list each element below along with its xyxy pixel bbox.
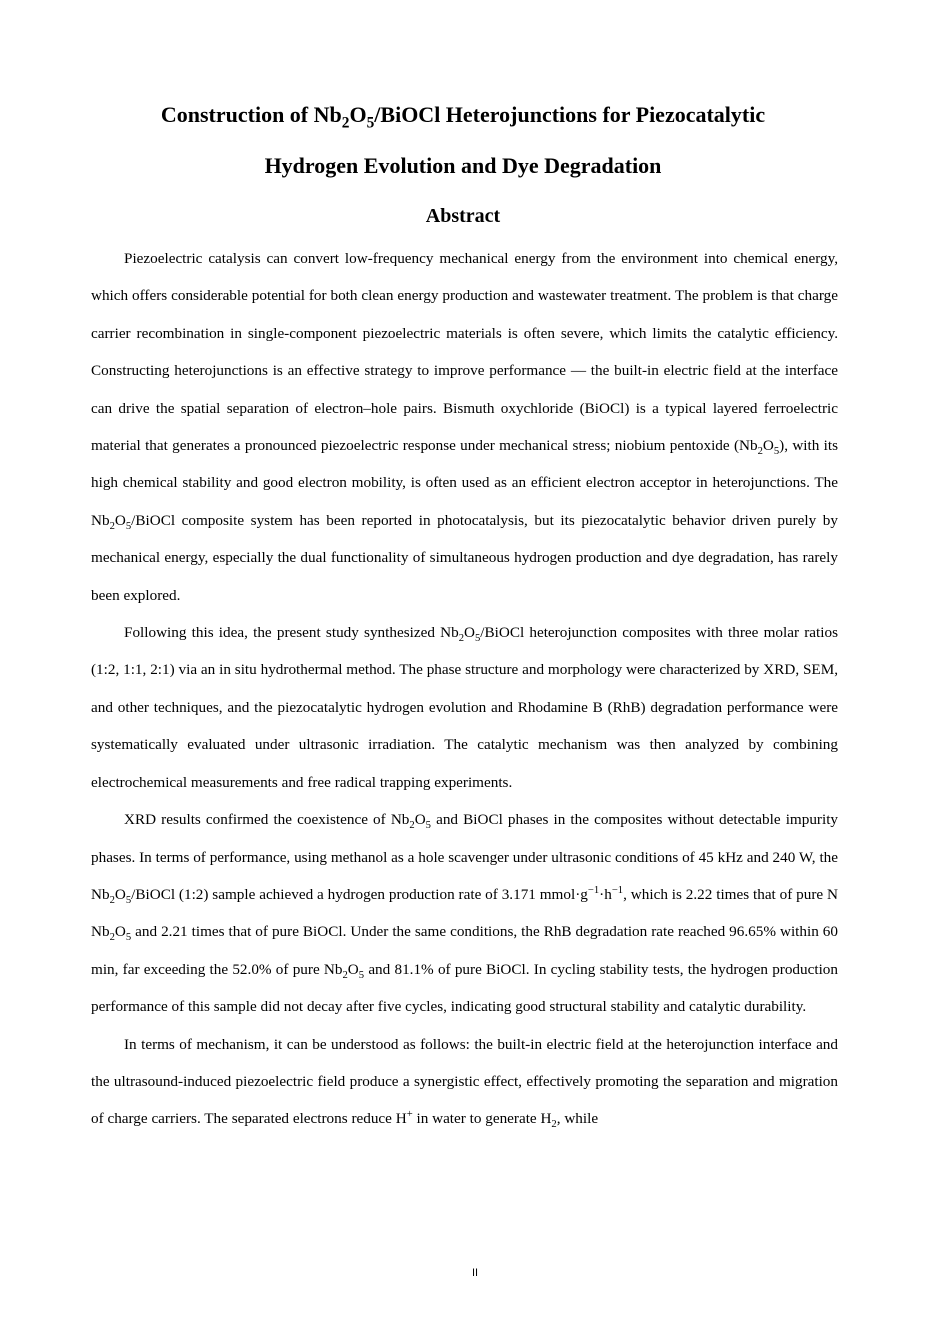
paragraph-text: Following this idea, the present study synthesized Nb bbox=[124, 624, 459, 642]
paragraph-text: O bbox=[114, 885, 126, 903]
paragraph-text: /BiOCl heterojunction composites with three molar ratios (1:2, 1:1, 2:1) via an in situ hydrothermal method. The phase structure and morphology were characterized by XRD, SEM, and other techniques, and the piezocatalytic hydrogen evolution and Rhodamine B (RhB) degradation performance were systematically evaluated under ultrasonic irradiation. The catalytic mechanism was then analyzed by combining electrochemical measurements and free radical trapping experiments. bbox=[91, 624, 838, 791]
subscript: 2 bbox=[409, 820, 415, 832]
subscript: 2 bbox=[109, 894, 115, 906]
title-text: Construction of Nb bbox=[160, 102, 342, 127]
title-text: O bbox=[349, 102, 367, 127]
subscript: 2 bbox=[109, 520, 115, 532]
abstract-body bbox=[91, 240, 838, 1138]
superscript: + bbox=[406, 1109, 413, 1121]
paragraph-text: in water to generate H bbox=[412, 1110, 552, 1128]
abstract-heading: Abstract bbox=[425, 205, 501, 227]
subscript: 2 bbox=[757, 446, 763, 458]
paper-title-line-2: Hydrogen Evolution and Dye Degradation bbox=[264, 153, 662, 178]
paragraph-text: /BiOCl composite system has been reported in photocatalysis, but its piezocatalytic behavior driven purely by mechanical energy, especially the dual functionality of simultaneous hydrogen production and dye degradation, has rarely been explored. bbox=[91, 511, 838, 604]
subscript: 2 bbox=[109, 932, 115, 944]
page-number: II bbox=[471, 1267, 479, 1279]
subscript: 5 bbox=[125, 520, 132, 532]
paragraph-text: O bbox=[762, 437, 774, 455]
paragraph-text: O bbox=[464, 624, 475, 642]
abstract-paragraph-1 bbox=[91, 240, 838, 614]
paragraph-text: /BiOCl (1:2) sample achieved a hydrogen production rate of 3.171 mmol·g bbox=[131, 885, 588, 903]
paragraph-text: O bbox=[347, 960, 359, 978]
paragraph-text: O bbox=[414, 811, 426, 829]
paragraph-text: and 81.1% of pure BiOCl. In cycling stability tests, the hydrogen production performance of this sample did not decay after five cycles, indicating good structural stability and catalytic durability. bbox=[91, 960, 838, 1016]
subscript: 5 bbox=[773, 446, 780, 458]
subscript: 5 bbox=[125, 894, 132, 906]
subscript: 5 bbox=[425, 820, 431, 832]
paragraph-text: and BiOCl phases in the composites without detectable impurity phases. In terms of performance, using methanol as a hole scavenger under ultrasonic conditions of 45 kHz and 240 W, the Nb bbox=[91, 811, 839, 903]
subscript: 5 bbox=[125, 932, 132, 944]
subscript: 5 bbox=[474, 633, 481, 645]
subscript: 2 bbox=[342, 969, 348, 981]
abstract-paragraph-2 bbox=[91, 614, 838, 801]
superscript: −1 bbox=[611, 884, 624, 896]
superscript: −1 bbox=[587, 884, 600, 896]
subscript: 2 bbox=[458, 633, 464, 645]
subscript: 5 bbox=[358, 969, 365, 981]
paragraph-text: XRD results confirmed the coexistence of Nb bbox=[124, 811, 410, 829]
title-subscript: 2 bbox=[341, 114, 350, 132]
abstract-paragraph-3 bbox=[91, 801, 838, 1025]
paragraph-text: , while bbox=[556, 1110, 599, 1128]
title-subscript: 5 bbox=[366, 114, 375, 132]
paragraph-text: O bbox=[114, 923, 126, 941]
paragraph-text: , which is 2.22 times that of pure N Nb bbox=[91, 885, 839, 941]
paragraph-text: Piezoelectric catalysis can convert low-frequency mechanical energy from the environment into chemical energy, which offers considerable potential for both clean energy production and wastewater treatment. The problem is that charge carrier recombination in single-component piezoelectric materials is often severe, which limits the catalytic efficiency. Constructing heterojunctions is an effective strategy to improve performance — the built-in electric field at the interface can drive the spatial separation of electron–hole pairs. Bismuth oxychloride (BiOCl) is a typical layered ferroelectric material that generates a pronounced piezoelectric response under mechanical stress; niobium pentoxide (Nb bbox=[91, 250, 838, 455]
paper-title-line-1 bbox=[60, 102, 866, 132]
title-text: /BiOCl Heterojunctions for Piezocatalytic bbox=[374, 102, 766, 127]
paragraph-text: ), with its high chemical stability and good electron mobility, is often used as an efficient electron acceptor in heterojunctions. The Nb bbox=[91, 437, 838, 529]
paragraph-text: ·h bbox=[599, 885, 612, 903]
abstract-paragraph-4 bbox=[91, 1026, 838, 1138]
paragraph-text: and 2.21 times that of pure BiOCl. Under the same conditions, the RhB degradation rate reached 96.65% within 60 min, far exceeding the 52.0% of pure Nb bbox=[91, 923, 838, 978]
paragraph-text: O bbox=[114, 511, 126, 529]
subscript: 2 bbox=[551, 1119, 557, 1131]
paragraph-text: In terms of mechanism, it can be understood as follows: the built-in electric field at the heterojunction interface and the ultrasound-induced piezoelectric field produce a synergistic effect, effectively promoting the separation and migration of charge carriers. The separated electrons reduce H bbox=[91, 1035, 838, 1128]
